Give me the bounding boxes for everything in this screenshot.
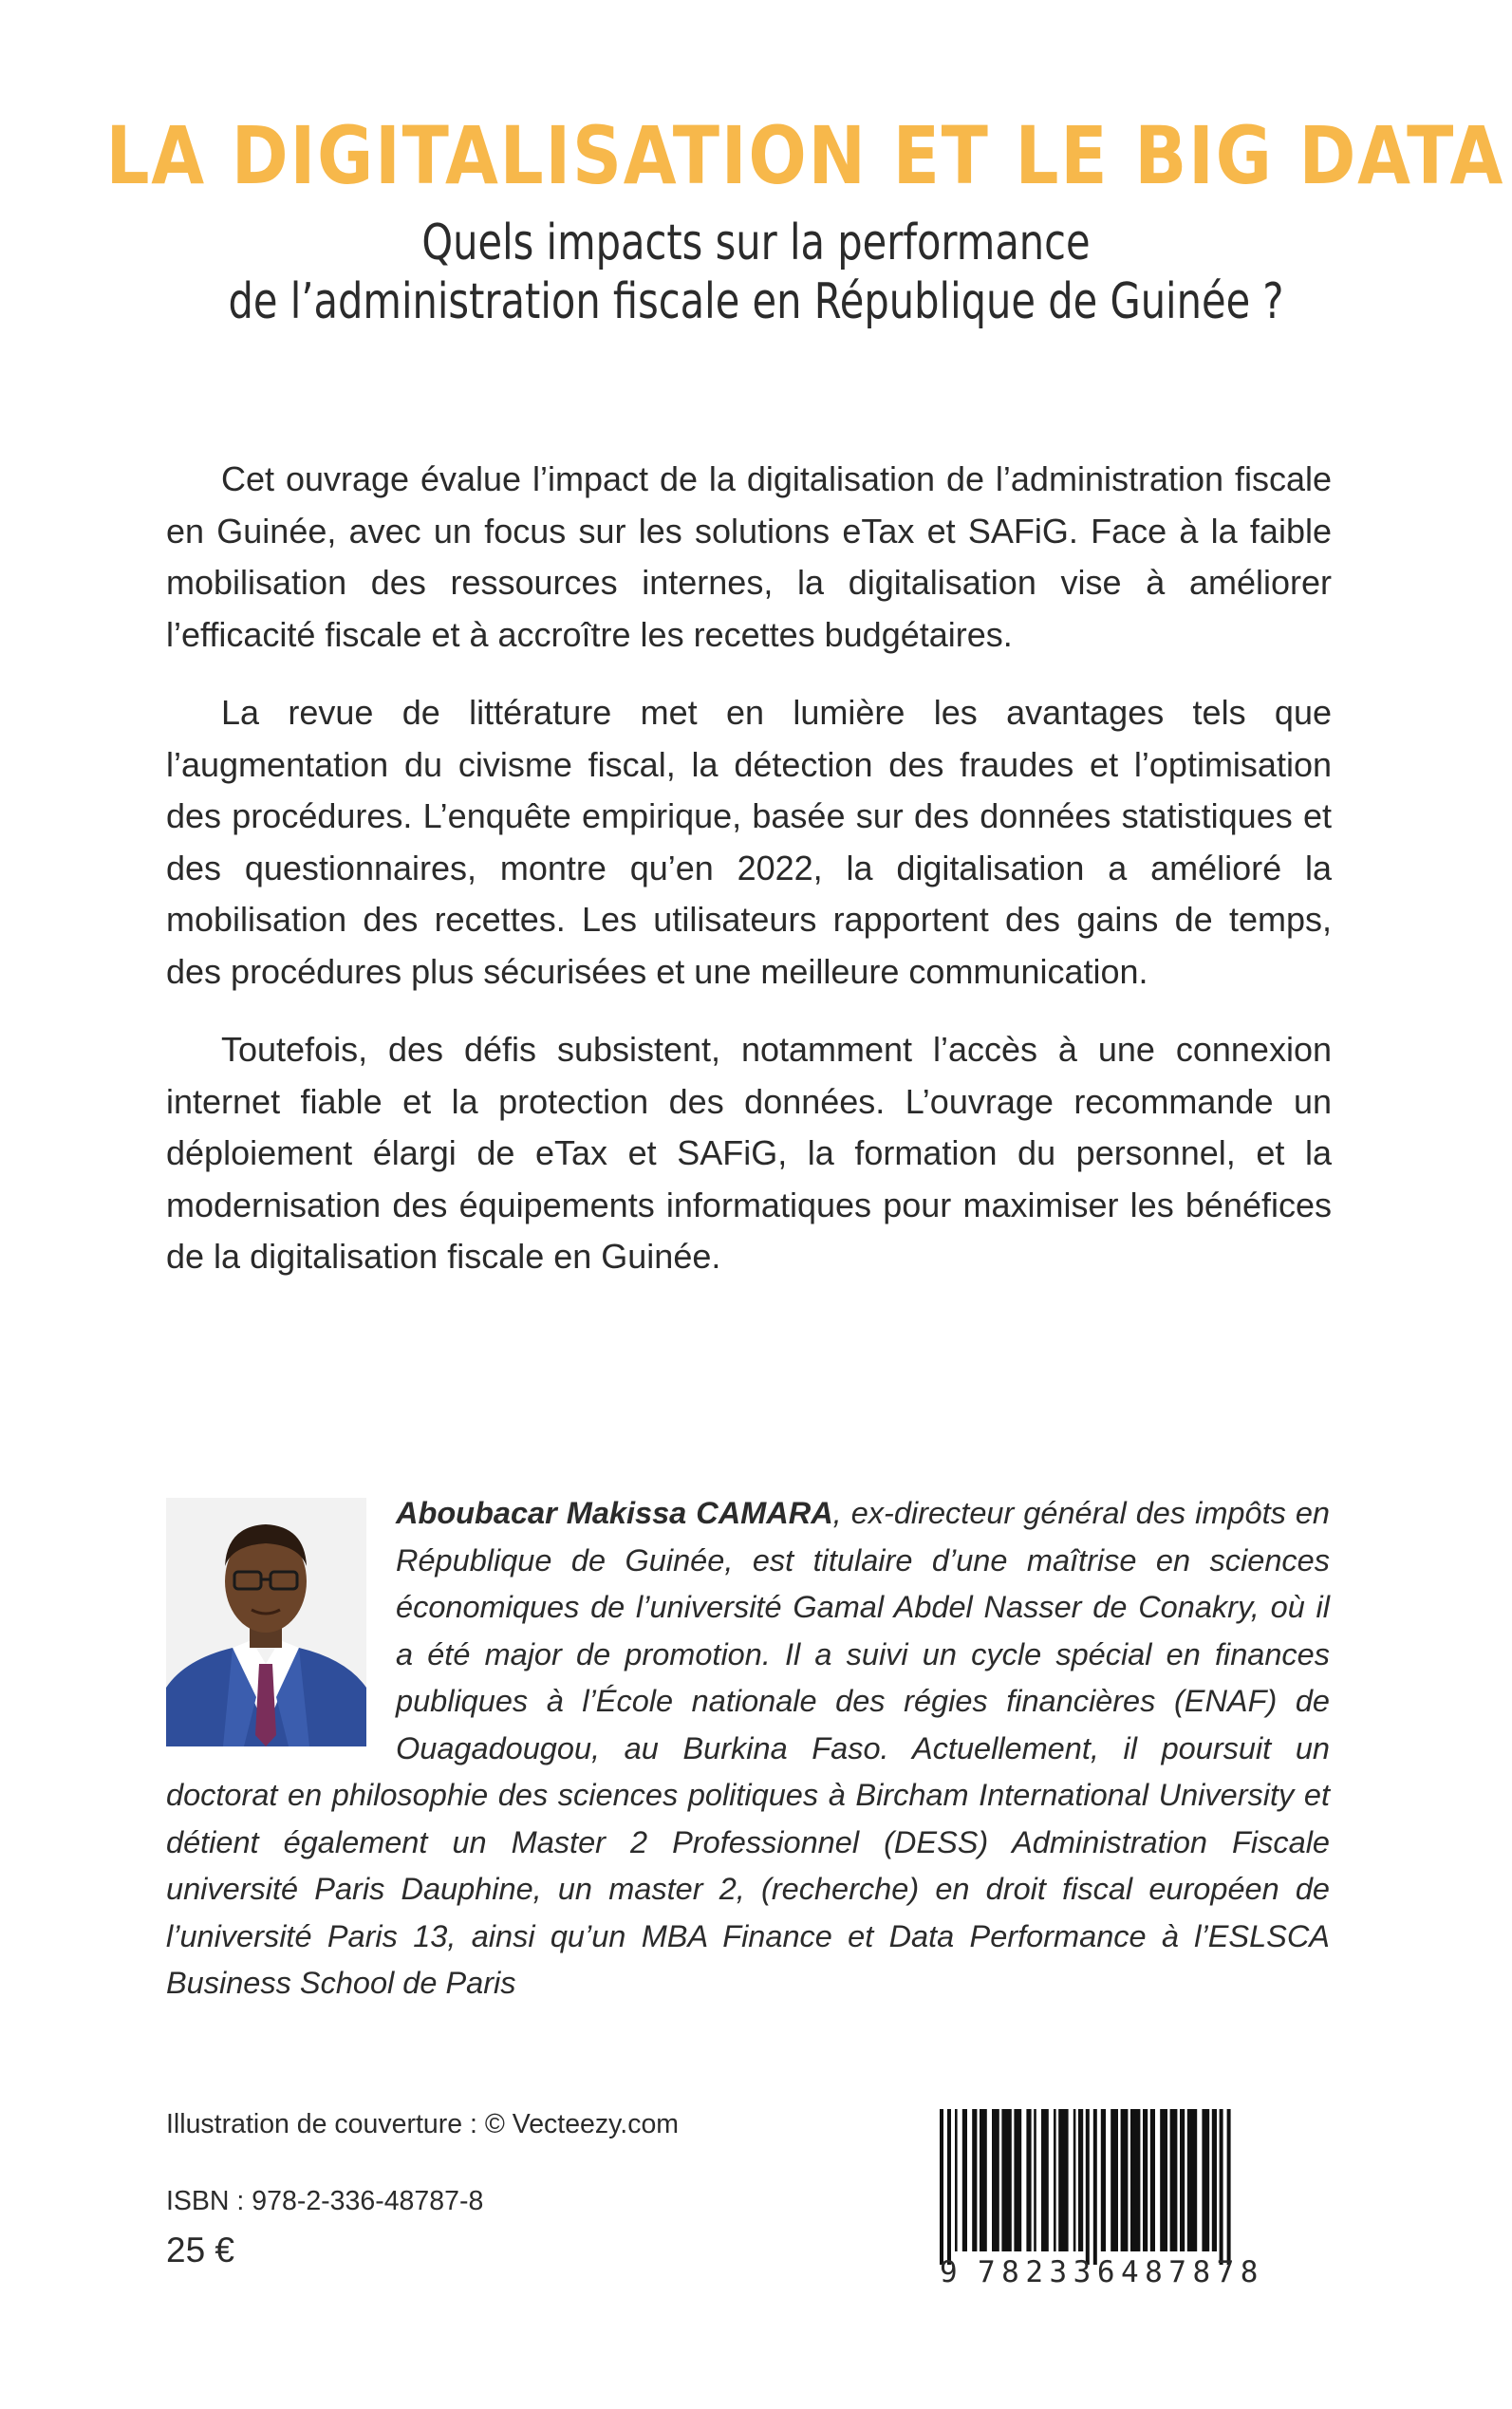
barcode-bar	[1111, 2109, 1118, 2251]
barcode-bar	[1078, 2109, 1083, 2251]
book-summary	[166, 454, 1332, 1310]
barcode-bar	[1073, 2109, 1076, 2251]
barcode-bars	[940, 2109, 1331, 2265]
author-portrait-icon	[166, 1498, 366, 1746]
barcode-bar	[1014, 2109, 1021, 2251]
book-title: LA DIGITALISATION ET LE BIG DATA	[105, 109, 1505, 202]
book-subtitle-line-1: Quels impacts sur la performance	[421, 215, 1091, 271]
illustration-credit: Illustration de couverture : © Vecteezy.com	[166, 2109, 680, 2139]
author-bio-body: , ex-directeur général des impôts en République de Guinée, est titulaire d’une maîtrise en sciences économiques de l’université Gamal Abdel Nasser de Conakry, où il a été major de promotion. Il a suivi un cycle spécial en finances publiques à l’École nationale des régies financières (ENAF) de Ouagadougou, au Burkina Faso. Actuellement, il poursuit un doctorat en philosophie des sciences politiques à Bircham International University et détient également un Master 2 Professionnel (DESS) Administration Fiscale université Paris Dauphine, un master 2, (recherche) en droit fiscal européen de l’université Paris 13, ainsi qu’un MBA Finance et Data Performance à l’ESLSCA Business School de Paris	[166, 1496, 1330, 2000]
barcode-digits: 782336487878	[978, 2255, 1264, 2289]
barcode-bar	[1034, 2109, 1036, 2251]
barcode-bar	[947, 2109, 951, 2265]
barcode-bar	[1227, 2109, 1231, 2265]
barcode-bar	[1130, 2109, 1140, 2251]
book-subtitle-line-2: de l’administration fiscale en République de Guinée ?	[228, 273, 1284, 330]
barcode-bar	[1086, 2109, 1090, 2265]
barcode-bar	[1121, 2109, 1129, 2251]
author-biography	[166, 1490, 1330, 2008]
barcode-bar	[1001, 2109, 1011, 2251]
author-name: Aboubacar Makissa CAMARA	[396, 1496, 833, 1530]
barcode-bar	[962, 2109, 967, 2251]
isbn: ISBN : 978-2-336-48787-8	[166, 2186, 484, 2216]
barcode-bar	[1202, 2109, 1209, 2251]
barcode-bar	[1187, 2109, 1197, 2251]
barcode-bar	[1170, 2109, 1178, 2251]
barcode-bar	[1026, 2109, 1031, 2251]
barcode-bar	[940, 2109, 943, 2265]
author-photo	[166, 1498, 366, 1746]
barcode-bar	[1150, 2109, 1155, 2251]
barcode-bar	[1143, 2109, 1148, 2251]
barcode-bar	[1041, 2109, 1049, 2251]
summary-paragraph-3: Toutefois, des défis subsistent, notamment l’accès à une connexion internet fiable et la protection des données. L’ouvrage recommande un déploiement élargi de eTax et SAFiG, la formation du personnel, et la modernisation des équipements informatiques pour maximiser les bénéfices de la digitalisation fiscale en Guinée.	[166, 1030, 1332, 1276]
barcode-bar	[1160, 2109, 1167, 2251]
summary-paragraph-1: Cet ouvrage évalue l’impact de la digitalisation de l’administration fiscale en Guinée, avec un focus sur les solutions eTax et SAFiG. Face à la faible mobilisation des ressources internes, la digitalisation vise à améliorer l’efficacité fiscale et à accroître les recettes budgétaires.	[166, 459, 1332, 654]
barcode-bar	[1093, 2109, 1097, 2265]
barcode-bar	[1101, 2109, 1106, 2251]
summary-paragraph-2: La revue de littérature met en lumière les avantages tels que l’augmentation du civisme fiscal, la détection des fraudes et l’optimisation des procédures. L’enquête empirique, basée sur des données statistiques et des questionnaires, montre qu’en 2022, la digitalisation a amélioré la mobilisation des recettes. Les utilisateurs rapportent des gains de temps, des procédures plus sécurisées et une meilleure communication.	[166, 693, 1332, 991]
barcode-bar	[980, 2109, 987, 2251]
barcode-bar	[1058, 2109, 1068, 2251]
barcode-bar	[972, 2109, 977, 2251]
barcode-bar	[1212, 2109, 1217, 2251]
barcode-bar	[992, 2109, 999, 2251]
barcode-bar	[955, 2109, 958, 2251]
barcode-lead-digit: 9	[940, 2255, 958, 2289]
barcode-bar	[1054, 2109, 1056, 2251]
price: 25 €	[166, 2231, 235, 2269]
barcode-bar	[1180, 2109, 1185, 2251]
barcode-bar	[1220, 2109, 1223, 2265]
